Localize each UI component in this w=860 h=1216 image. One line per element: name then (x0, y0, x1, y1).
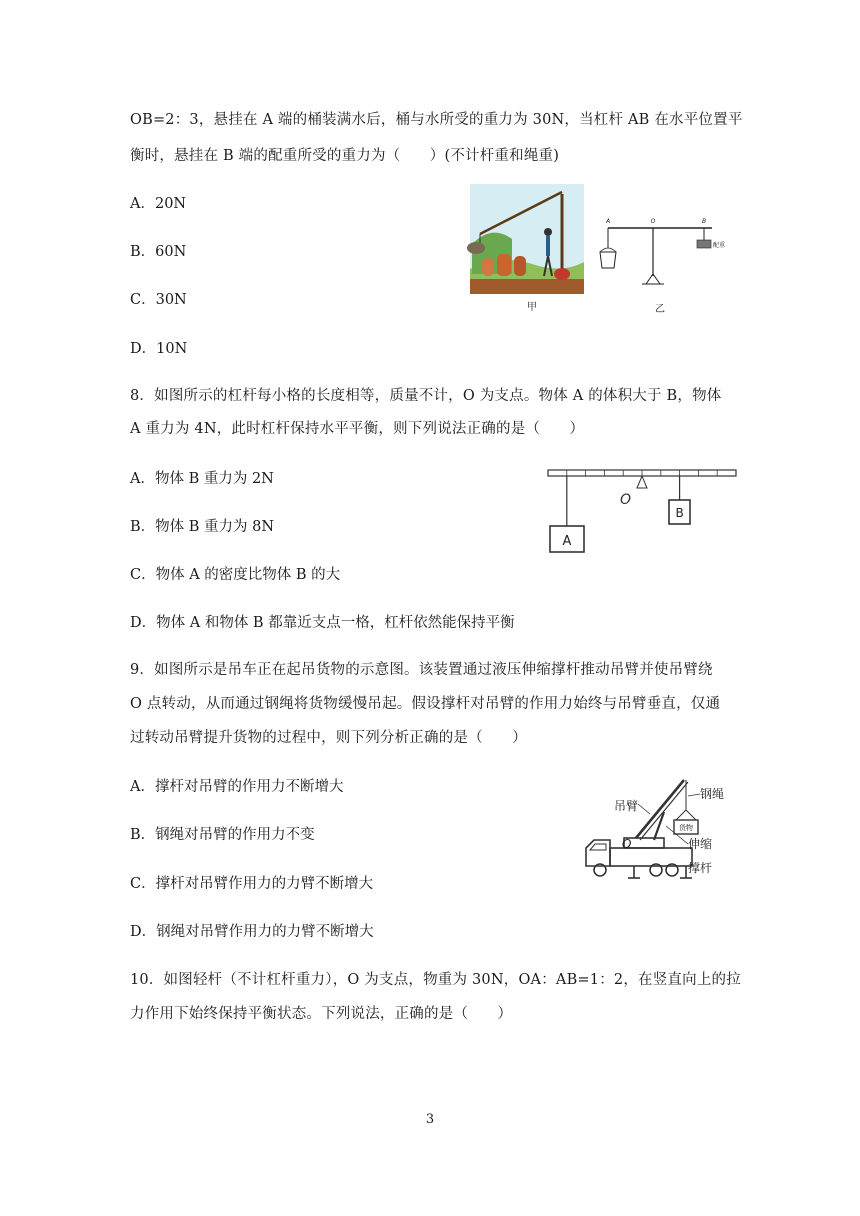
q7-figure-jia-illustration (462, 184, 587, 319)
page-number: 3 (425, 1112, 435, 1127)
q9-cargo-label: 货物 (679, 824, 693, 832)
q9-arm-label: 吊臂 (614, 799, 639, 813)
q7-figure-yi-label: 乙 (655, 304, 665, 315)
q7-option-a: A．20N (130, 196, 187, 212)
q7-option-d: D．10N (130, 341, 188, 357)
q9-rope-label: 钢绳 (700, 787, 725, 801)
q9-option-a: A．撑杆对吊臂的作用力不断增大 (130, 779, 344, 795)
q9-strut-label-1: 伸缩 (688, 837, 713, 851)
q7-figure-jia-label: 甲 (527, 302, 537, 313)
q9-pivot-label: O (622, 837, 632, 851)
q7-option-b: B．60N (130, 244, 187, 260)
q9-text-line-1: 9．如图所示是吊车正在起吊货物的示意图。该装置通过液压伸缩撑杆推动吊臂并使吊臂绕 (130, 662, 713, 678)
q8-text-line-2: A 重力为 4N，此时杠杆保持水平平衡，则下列说法正确的是（ ） (130, 421, 585, 437)
q7-option-c: C．30N (130, 292, 187, 308)
q9-text-line-3: 过转动吊臂提升货物的过程中，则下列分析正确的是（ ） (130, 730, 527, 746)
q7-figure-yi-lever (594, 214, 744, 318)
q9-text-line-2: O 点转动，从而通过钢绳将货物缓慢吊起。假设撑杆对吊臂的作用力始终与吊臂垂直，仅通 (130, 696, 721, 712)
q7-counterweight-label: 配重 (713, 242, 726, 249)
q8-fulcrum-label: O (620, 492, 632, 508)
q7-point-b: B (701, 218, 707, 225)
q9-option-b: B．钢绳对吊臂的作用力不变 (130, 827, 315, 843)
q9-option-d: D．钢绳对吊臂作用力的力臂不断增大 (130, 924, 374, 940)
q8-option-b: B．物体 B 重力为 8N (130, 519, 275, 535)
q8-option-c: C．物体 A 的密度比物体 B 的大 (130, 567, 341, 583)
q7-text-line-1: OB=2：3，悬挂在 A 端的桶装满水后，桶与水所受的重力为 30N，当杠杆 AB 在水平位置平 (130, 112, 743, 128)
q10-text-line-2: 力作用下始终保持平衡状态。下列说法，正确的是（ ） (130, 1006, 513, 1022)
q8-object-b-label: B (675, 506, 684, 520)
q9-strut-label-2: 撑杆 (688, 861, 713, 875)
q8-option-d: D．物体 A 和物体 B 都靠近支点一格，杠杆依然能保持平衡 (130, 615, 515, 631)
q7-point-o: O (650, 218, 656, 225)
q9-option-c: C．撑杆对吊臂作用力的力臂不断增大 (130, 876, 374, 892)
q8-figure-lever (544, 464, 740, 560)
q7-text-line-2: 衡时，悬挂在 B 端的配重所受的重力为（ ）(不计杆重和绳重) (130, 148, 560, 164)
q9-figure-crane-truck (580, 774, 740, 886)
q8-text-line-1: 8．如图所示的杠杆每小格的长度相等，质量不计，O 为支点。物体 A 的体积大于 B，物体 (130, 388, 722, 404)
q8-option-a: A．物体 B 重力为 2N (130, 471, 274, 487)
q7-point-a: A (605, 218, 611, 225)
q10-text-line-1: 10．如图轻杆（不计杠杆重力），O 为支点，物重为 30N，OA：AB=1：2，在竖直向上的拉 (130, 972, 741, 988)
q8-object-a-label: A (562, 534, 572, 549)
